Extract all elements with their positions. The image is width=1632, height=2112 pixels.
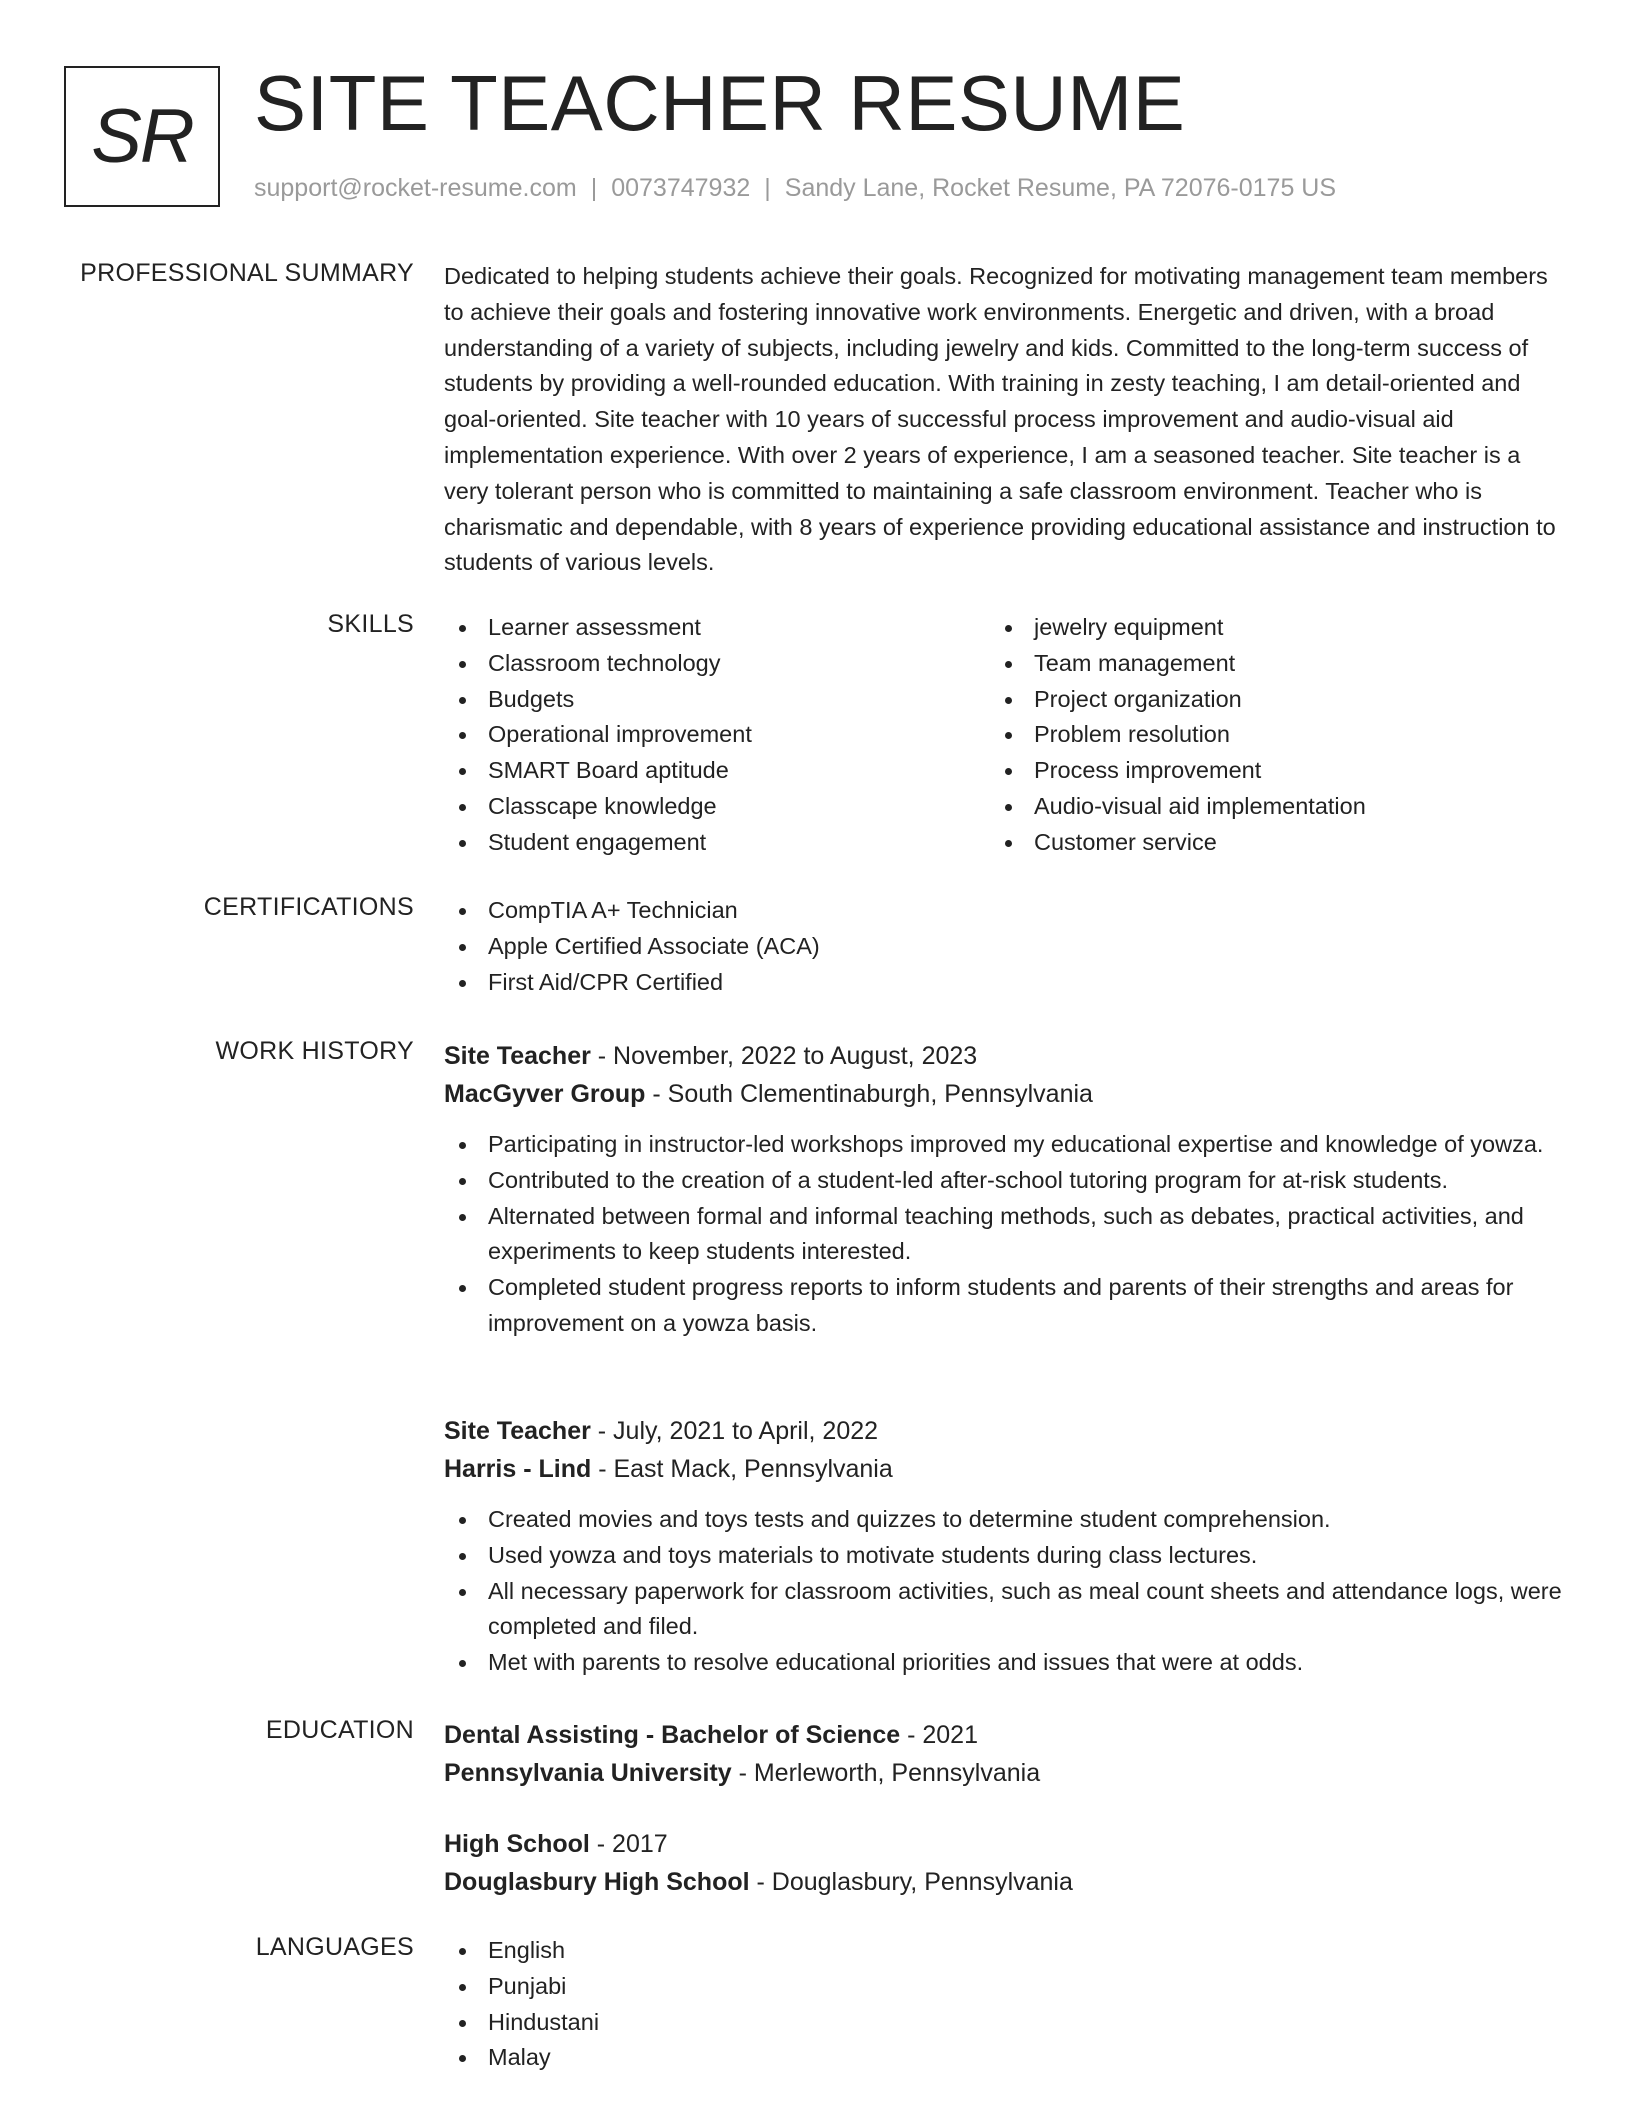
education-degree-line — [444, 1825, 1073, 1863]
section-label-skills: SKILLS — [327, 610, 414, 638]
job-title-line — [444, 1037, 1562, 1075]
education-degree: High School — [444, 1830, 590, 1858]
skill-item: Classcape knowledge — [444, 789, 990, 825]
job-dates: - July, 2021 to April, 2022 — [590, 1417, 879, 1445]
section-label-languages: LANGUAGES — [255, 1933, 414, 1961]
skill-item: Operational improvement — [444, 717, 990, 753]
education-degree-line — [444, 1716, 1562, 1754]
education-school: Douglasbury High School — [444, 1868, 750, 1896]
skill-item: Team management — [990, 646, 1536, 682]
summary-text: Dedicated to helping students achieve their goals. Recognized for motivating management team members to achieve their goals and fostering innovative work environments. Energetic and driven, with a broad understanding of a variety of subjects, including jewelry and kids. Committed to the long-term success of students by providing a well-rounded education. With training in zesty teaching, I am detail-oriented and goal-oriented. Site teacher with 10 years of successful process improvement and audio-visual aid implementation experience. With over 2 years of experience, I am a seasoned teacher. Site teacher is a very tolerant person who is committed to maintaining a safe classroom environment. Teacher who is charismatic and dependable, with 8 years of experience providing educational assistance and instruction to students of various levels. — [444, 263, 1556, 576]
job-entry — [444, 1412, 1562, 1681]
job-title: Site Teacher — [444, 1042, 591, 1070]
job-duties — [444, 1502, 1562, 1681]
job-location: - East Mack, Pennsylvania — [591, 1455, 893, 1483]
job-duty: Completed student progress reports to inform students and parents of their strengths and areas for improvement on a yowza basis. — [444, 1270, 1562, 1342]
languages-list — [444, 1933, 1562, 2076]
job-duty: All necessary paperwork for classroom activities, such as meal count sheets and attendance logs, were completed and filed. — [444, 1574, 1562, 1646]
language-item: Hindustani — [444, 2005, 1562, 2041]
education-location: - Merleworth, Pennsylvania — [731, 1759, 1041, 1787]
skill-item: Project organization — [990, 682, 1536, 718]
education-school-line — [444, 1863, 1073, 1901]
section-label-work: WORK HISTORY — [215, 1037, 414, 1065]
job-duty: Participating in instructor-led workshops improved my educational expertise and knowledge of yowza. — [444, 1127, 1562, 1163]
resume-header — [64, 59, 1564, 211]
skill-item: Classroom technology — [444, 646, 990, 682]
contact-email[interactable]: support@rocket-resume.com — [254, 174, 577, 202]
skill-item: Problem resolution — [990, 717, 1536, 753]
job-dates: - November, 2022 to August, 2023 — [590, 1042, 978, 1070]
monogram: SR — [64, 66, 220, 207]
skill-item: SMART Board aptitude — [444, 753, 990, 789]
contact-line — [254, 174, 1336, 203]
job-location: - South Clementinaburgh, Pennsylvania — [645, 1080, 1093, 1108]
skill-item: Audio-visual aid implementation — [990, 789, 1536, 825]
certification-item: First Aid/CPR Certified — [444, 965, 1562, 1001]
education-location: - Douglasbury, Pennsylvania — [749, 1868, 1073, 1896]
certifications-list — [444, 893, 1562, 1000]
section-label-summary: PROFESSIONAL SUMMARY — [80, 259, 414, 287]
contact-address: Sandy Lane, Rocket Resume, PA 72076-0175 US — [784, 174, 1337, 202]
contact-separator: | — [590, 174, 598, 202]
resume-title: SITE TEACHER RESUME — [254, 59, 1186, 147]
language-item: Punjabi — [444, 1969, 1562, 2005]
education-school: Pennsylvania University — [444, 1759, 732, 1787]
education-entry — [444, 1825, 1073, 1901]
job-duties — [444, 1127, 1562, 1342]
education-year: - 2017 — [589, 1830, 668, 1858]
education-entry — [444, 1716, 1562, 1792]
skills-list-right — [990, 610, 1536, 861]
language-item: Malay — [444, 2040, 1562, 2076]
education-school-line — [444, 1754, 1562, 1792]
skill-item: Student engagement — [444, 825, 990, 861]
job-entry — [444, 1037, 1562, 1342]
skill-item: jewelry equipment — [990, 610, 1536, 646]
skill-item: Process improvement — [990, 753, 1536, 789]
job-duty: Met with parents to resolve educational priorities and issues that were at odds. — [444, 1645, 1562, 1681]
job-duty: Created movies and toys tests and quizzes to determine student comprehension. — [444, 1502, 1562, 1538]
job-title-line — [444, 1412, 1562, 1450]
skill-item: Customer service — [990, 825, 1536, 861]
section-label-certifications: CERTIFICATIONS — [203, 893, 414, 921]
job-duty: Used yowza and toys materials to motivate students during class lectures. — [444, 1538, 1562, 1574]
skills-list-left — [444, 610, 990, 861]
language-item: English — [444, 1933, 1562, 1969]
certification-item: CompTIA A+ Technician — [444, 893, 1562, 929]
contact-separator: | — [764, 174, 771, 202]
skill-item: Learner assessment — [444, 610, 990, 646]
section-label-education: EDUCATION — [265, 1716, 414, 1744]
job-company: Harris - Lind — [444, 1455, 592, 1483]
job-duty: Alternated between formal and informal teaching methods, such as debates, practical activities, and experiments to keep students interested. — [444, 1199, 1562, 1271]
contact-phone[interactable]: 0073747932 — [611, 174, 751, 202]
skill-item: Budgets — [444, 682, 990, 718]
job-duty: Contributed to the creation of a student-led after-school tutoring program for at-risk students. — [444, 1163, 1562, 1199]
job-company: MacGyver Group — [444, 1080, 646, 1108]
job-company-line — [444, 1075, 1562, 1113]
certification-item: Apple Certified Associate (ACA) — [444, 929, 1562, 965]
job-title: Site Teacher — [444, 1417, 591, 1445]
education-degree: Dental Assisting - Bachelor of Science — [444, 1721, 901, 1749]
job-company-line — [444, 1450, 1562, 1488]
education-year: - 2021 — [900, 1721, 978, 1749]
